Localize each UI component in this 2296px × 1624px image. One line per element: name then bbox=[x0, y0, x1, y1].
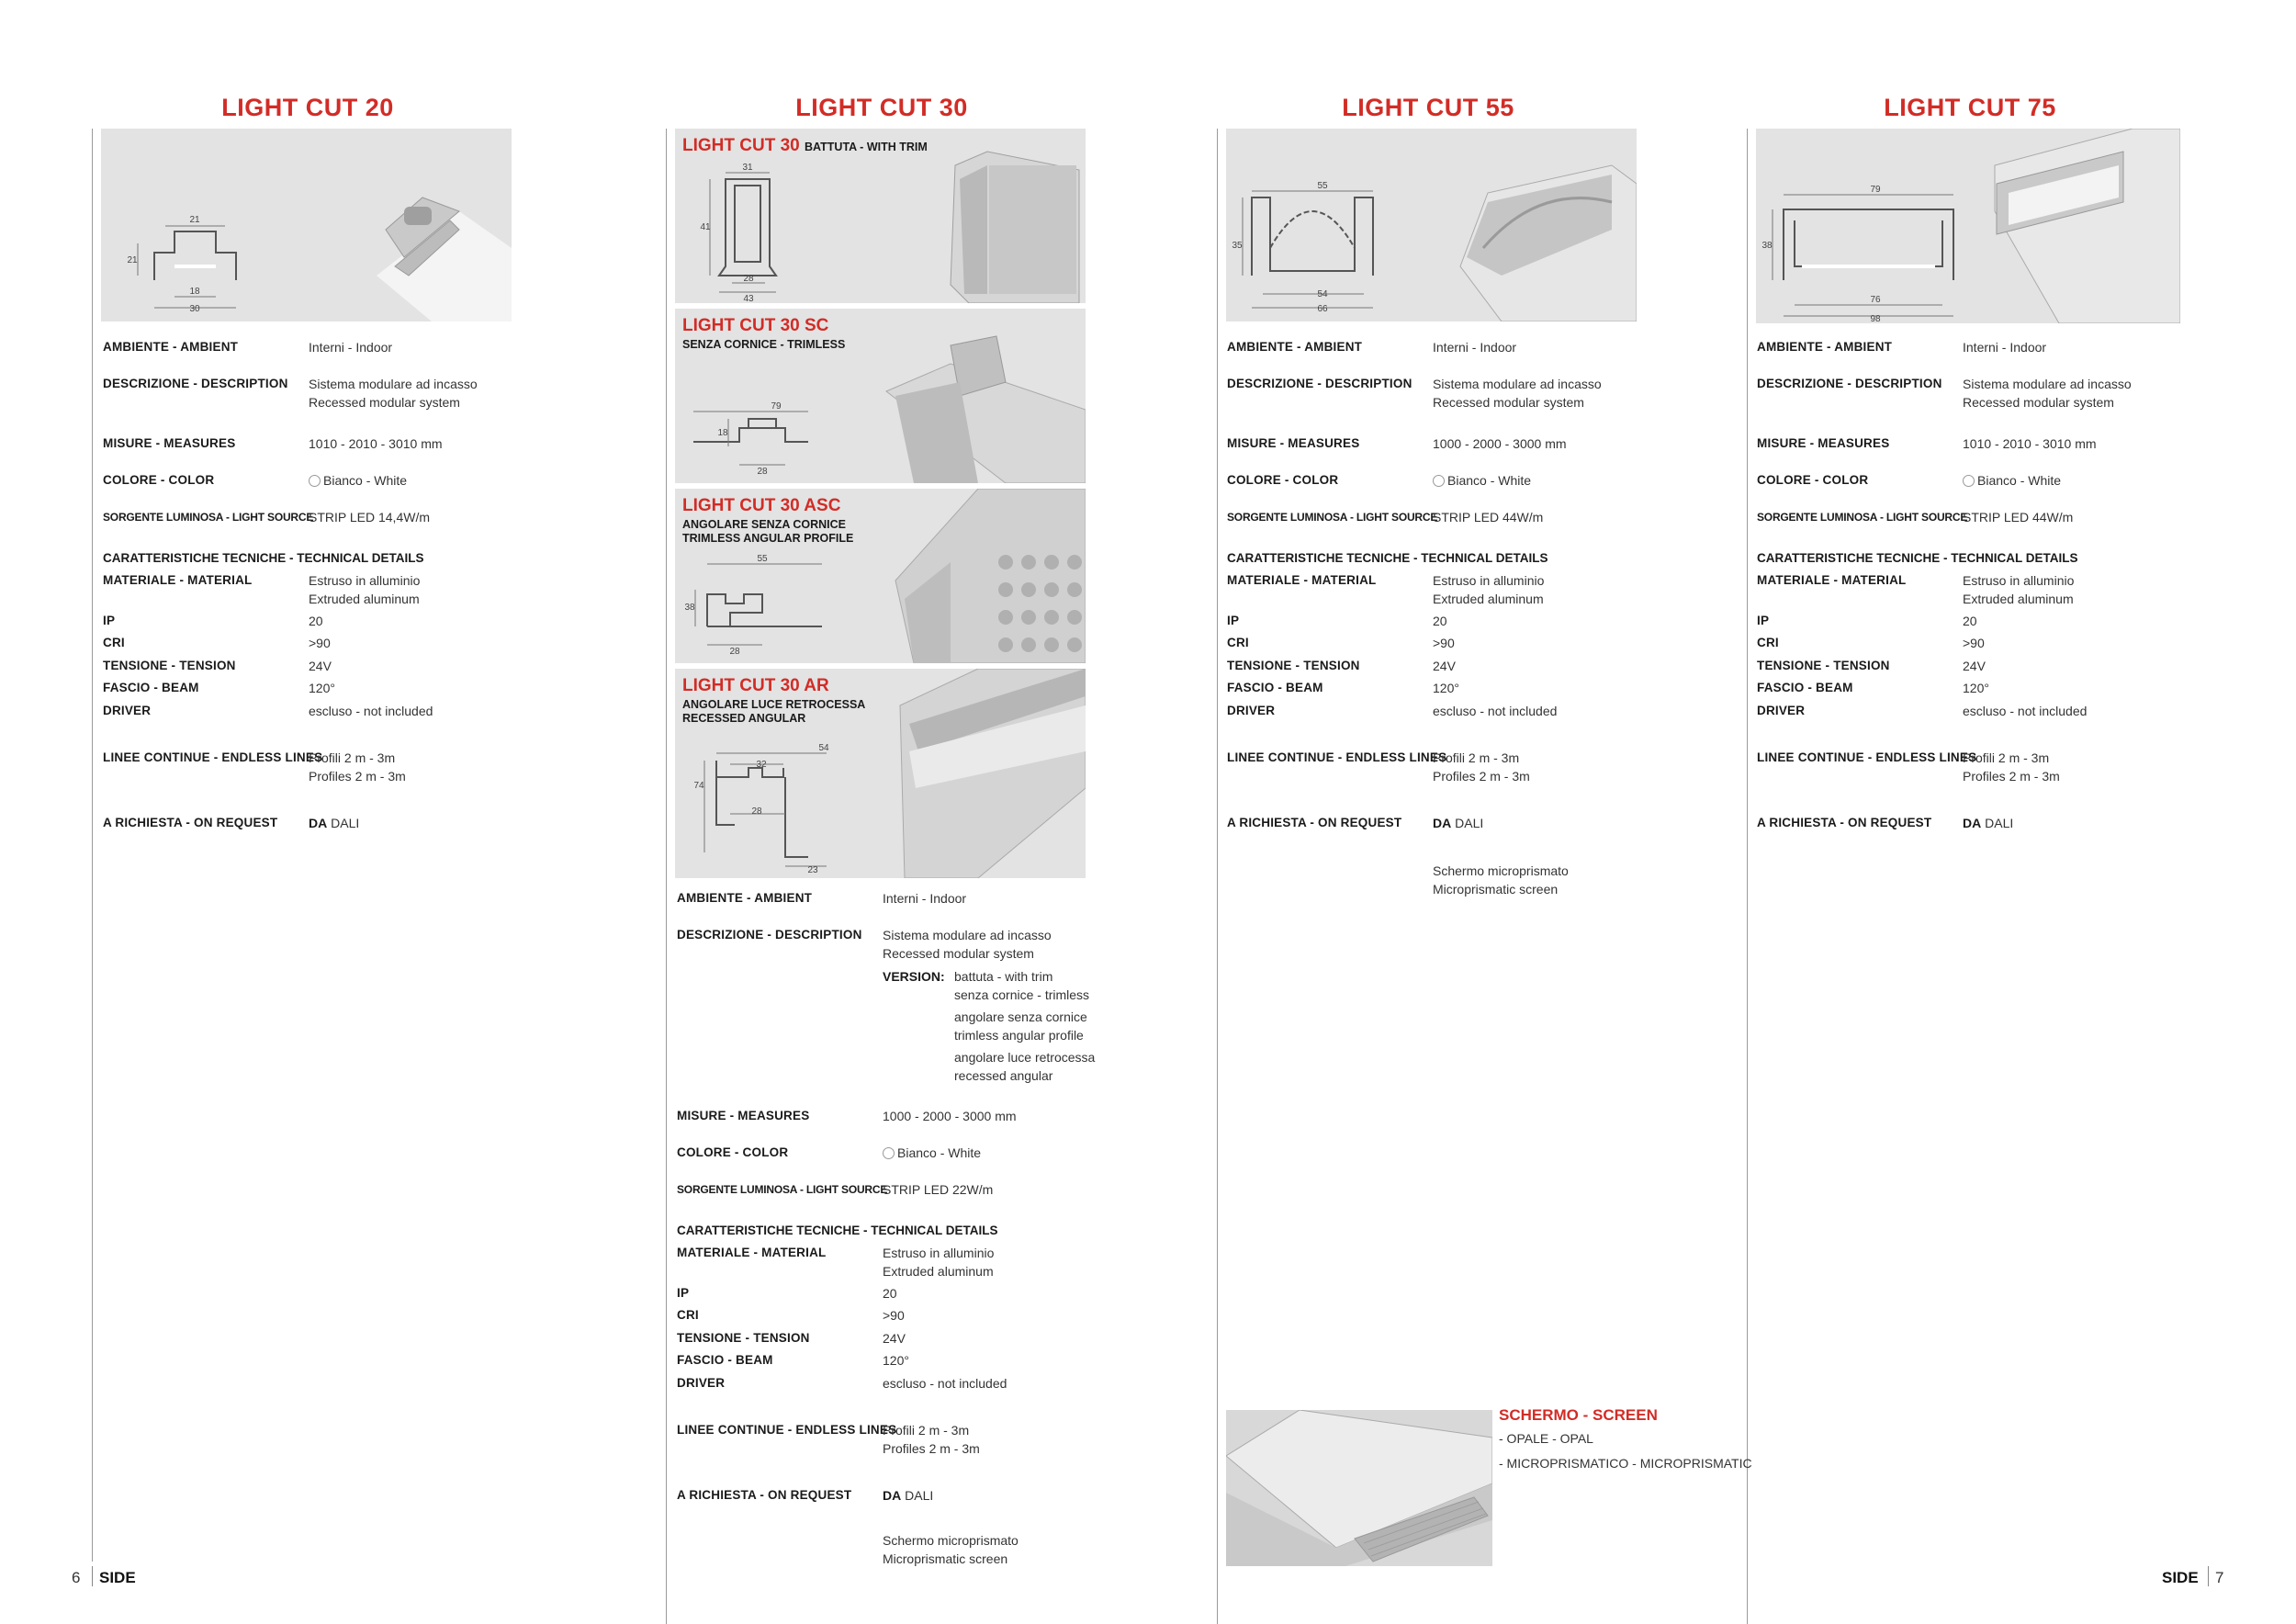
dim-top: 21 bbox=[189, 215, 200, 225]
spec-tensione-label: TENSIONE - TENSION bbox=[1227, 659, 1360, 672]
dim-outer: 30 bbox=[189, 304, 200, 314]
spec-richiesta-label: A RICHIESTA - ON REQUEST bbox=[1757, 816, 1932, 829]
image-title: LIGHT CUT 30 ASC bbox=[682, 496, 841, 515]
spec-cri-label: CRI bbox=[1757, 636, 1779, 649]
spec-sorgente-label: SORGENTE LUMINOSA - LIGHT SOURCE bbox=[103, 511, 314, 524]
spec-linee-value: Profili 2 m - 3m bbox=[883, 1423, 970, 1438]
color-swatch-white bbox=[1433, 475, 1445, 487]
spec-misure-value: 1010 - 2010 - 3010 mm bbox=[309, 436, 443, 451]
dim-inner: 18 bbox=[189, 287, 200, 297]
spec-materiale-value: Estruso in alluminio bbox=[1963, 573, 2075, 588]
spec-misure-value: 1000 - 2000 - 3000 mm bbox=[1433, 436, 1567, 451]
spec-schermo-value: Schermo microprismato bbox=[1433, 863, 1569, 878]
dim-value: 55 bbox=[757, 554, 768, 564]
spec-colore-label: COLORE - COLOR bbox=[1227, 473, 1339, 487]
spec-fascio-label: FASCIO - BEAM bbox=[677, 1353, 773, 1367]
dim-outer: 66 bbox=[1317, 304, 1328, 314]
spec-tensione-value: 24V bbox=[1963, 659, 1986, 673]
profile-drawing bbox=[1226, 129, 1637, 321]
spec-tensione-value: 24V bbox=[309, 659, 332, 673]
dim-value: 38 bbox=[684, 603, 695, 613]
spec-caratteristiche-heading: CARATTERISTICHE TECNICHE - TECHNICAL DETAILS bbox=[1757, 551, 2078, 565]
spec-richiesta-value: DA DALI bbox=[883, 1488, 934, 1503]
spec-descrizione-value: Sistema modulare ad incasso bbox=[883, 928, 1052, 942]
spec-materiale-value: Extruded aluminum bbox=[883, 1264, 994, 1279]
spec-driver-value: escluso - not included bbox=[1963, 704, 2088, 718]
spec-linee-label: LINEE CONTINUE - ENDLESS LINES bbox=[103, 750, 323, 764]
spec-linee-value: Profiles 2 m - 3m bbox=[883, 1441, 980, 1456]
spec-descrizione-value: Recessed modular system bbox=[1433, 395, 1584, 410]
spec-materiale-label: MATERIALE - MATERIAL bbox=[677, 1246, 827, 1259]
spec-misure-label: MISURE - MEASURES bbox=[103, 436, 236, 450]
dim-value: 28 bbox=[729, 647, 740, 657]
spec-richiesta-value: DA DALI bbox=[1433, 816, 1484, 830]
footer-divider bbox=[2208, 1566, 2209, 1586]
spec-linee-label: LINEE CONTINUE - ENDLESS LINES bbox=[1757, 750, 1977, 764]
spec-schermo-value: Schermo microprismato bbox=[883, 1533, 1019, 1548]
dim-value: 28 bbox=[757, 467, 768, 477]
dim-value: 74 bbox=[693, 781, 704, 791]
spec-fascio-value: 120° bbox=[1433, 681, 1459, 695]
title-light-cut-30: LIGHT CUT 30 bbox=[795, 94, 968, 121]
spec-sorgente-value: STRIP LED 44W/m bbox=[1963, 510, 2074, 524]
image-title: LIGHT CUT 30 BATTUTA - WITH TRIM bbox=[682, 136, 928, 155]
spec-linee-value: Profili 2 m - 3m bbox=[1963, 750, 2050, 765]
spec-ambiente-label: AMBIENTE - AMBIENT bbox=[677, 891, 813, 905]
column-divider bbox=[1747, 129, 1748, 1624]
dim-value: 23 bbox=[807, 865, 818, 875]
spec-materiale-value: Extruded aluminum bbox=[1433, 592, 1544, 606]
spec-tensione-value: 24V bbox=[883, 1331, 906, 1346]
color-swatch-white bbox=[883, 1147, 895, 1159]
specs-light-cut-75 bbox=[1757, 338, 2161, 852]
product-image-light-cut-30 bbox=[675, 129, 1086, 303]
dim-side: 21 bbox=[127, 255, 138, 265]
image-title: LIGHT CUT 30 AR bbox=[682, 676, 829, 695]
spec-caratteristiche-heading: CARATTERISTICHE TECNICHE - TECHNICAL DETAILS bbox=[103, 551, 424, 565]
spec-materiale-label: MATERIALE - MATERIAL bbox=[1227, 573, 1377, 587]
spec-driver-label: DRIVER bbox=[1227, 704, 1276, 717]
spec-descrizione-label: DESCRIZIONE - DESCRIPTION bbox=[1227, 377, 1412, 390]
image-subtitle: ANGOLARE SENZA CORNICE TRIMLESS ANGULAR PROFILE bbox=[682, 518, 854, 545]
spec-ip-value: 20 bbox=[883, 1286, 897, 1301]
dim-value: 79 bbox=[771, 401, 782, 412]
title-light-cut-75: LIGHT CUT 75 bbox=[1884, 94, 2056, 121]
spec-driver-label: DRIVER bbox=[103, 704, 152, 717]
spec-cri-label: CRI bbox=[677, 1308, 699, 1322]
specs-light-cut-55 bbox=[1227, 338, 1631, 908]
spec-cri-value: >90 bbox=[1963, 636, 1985, 650]
spec-ambiente-value: Interni - Indoor bbox=[309, 340, 393, 355]
spec-sorgente-value: STRIP LED 14,4W/m bbox=[309, 510, 431, 524]
spec-richiesta-value: DA DALI bbox=[1963, 816, 2014, 830]
spec-descrizione-label: DESCRIZIONE - DESCRIPTION bbox=[1757, 377, 1942, 390]
page-number-right: 7 bbox=[2215, 1569, 2224, 1586]
spec-colore-label: COLORE - COLOR bbox=[677, 1145, 789, 1159]
spec-richiesta-label: A RICHIESTA - ON REQUEST bbox=[1227, 816, 1402, 829]
image-subtitle: SENZA CORNICE - TRIMLESS bbox=[682, 338, 846, 351]
spec-ip-label: IP bbox=[677, 1286, 690, 1300]
spec-colore-label: COLORE - COLOR bbox=[103, 473, 215, 487]
image-title: LIGHT CUT 30 SC bbox=[682, 316, 829, 335]
profile-drawing bbox=[101, 129, 512, 321]
specs-light-cut-20 bbox=[103, 338, 478, 852]
spec-ip-value: 20 bbox=[309, 614, 323, 628]
spec-linee-value: Profili 2 m - 3m bbox=[1433, 750, 1520, 765]
dim-value: 31 bbox=[742, 163, 753, 173]
spec-schermo-value: Microprismatic screen bbox=[883, 1551, 1008, 1566]
spec-tensione-value: 24V bbox=[1433, 659, 1456, 673]
spec-fascio-value: 120° bbox=[309, 681, 335, 695]
spec-cri-value: >90 bbox=[1433, 636, 1455, 650]
product-image-light-cut-30-asc bbox=[675, 489, 1086, 663]
spec-sorgente-label: SORGENTE LUMINOSA - LIGHT SOURCE bbox=[1757, 511, 1968, 524]
spec-colore-value: Bianco - White bbox=[309, 471, 407, 490]
footer-brand-left: SIDE bbox=[99, 1569, 136, 1586]
dim-outer: 98 bbox=[1870, 314, 1881, 323]
spec-version-item: angolare luce retrocessa bbox=[954, 1050, 1096, 1065]
spec-fascio-label: FASCIO - BEAM bbox=[1227, 681, 1323, 694]
spec-sorgente-value: STRIP LED 22W/m bbox=[883, 1182, 994, 1197]
screen-image bbox=[1226, 1410, 1492, 1566]
spec-tensione-label: TENSIONE - TENSION bbox=[1757, 659, 1890, 672]
spec-sorgente-label: SORGENTE LUMINOSA - LIGHT SOURCE bbox=[1227, 511, 1438, 524]
spec-cri-label: CRI bbox=[1227, 636, 1249, 649]
title-light-cut-55: LIGHT CUT 55 bbox=[1342, 94, 1514, 121]
spec-descrizione-value: Recessed modular system bbox=[309, 395, 460, 410]
spec-version-label: VERSION: bbox=[883, 969, 945, 984]
spec-descrizione-value: Sistema modulare ad incasso bbox=[1963, 377, 2132, 391]
spec-ip-value: 20 bbox=[1433, 614, 1447, 628]
title-light-cut-20: LIGHT CUT 20 bbox=[221, 94, 394, 121]
spec-materiale-label: MATERIALE - MATERIAL bbox=[103, 573, 253, 587]
spec-driver-label: DRIVER bbox=[677, 1376, 726, 1390]
spec-version-item: battuta - with trim bbox=[954, 969, 1053, 984]
color-swatch-white bbox=[1963, 475, 1975, 487]
spec-sorgente-label: SORGENTE LUMINOSA - LIGHT SOURCE bbox=[677, 1183, 888, 1196]
dim-value: 18 bbox=[717, 428, 728, 438]
spec-caratteristiche-heading: CARATTERISTICHE TECNICHE - TECHNICAL DETAILS bbox=[1227, 551, 1548, 565]
spec-version-item: recessed angular bbox=[954, 1068, 1053, 1083]
column-divider bbox=[666, 129, 667, 1624]
spec-cri-value: >90 bbox=[309, 636, 331, 650]
column-divider bbox=[92, 129, 93, 1562]
spec-cri-label: CRI bbox=[103, 636, 125, 649]
spec-version-item: angolare senza cornice bbox=[954, 1009, 1087, 1024]
spec-fascio-value: 120° bbox=[1963, 681, 1989, 695]
spec-fascio-label: FASCIO - BEAM bbox=[1757, 681, 1853, 694]
dim-top: 79 bbox=[1870, 185, 1881, 195]
screen-option: - OPALE - OPAL bbox=[1499, 1431, 1593, 1446]
spec-descrizione-value: Recessed modular system bbox=[1963, 395, 2114, 410]
spec-materiale-value: Estruso in alluminio bbox=[883, 1246, 995, 1260]
spec-misure-label: MISURE - MEASURES bbox=[1227, 436, 1360, 450]
spec-richiesta-label: A RICHIESTA - ON REQUEST bbox=[103, 816, 278, 829]
spec-linee-label: LINEE CONTINUE - ENDLESS LINES bbox=[677, 1423, 897, 1437]
product-image-light-cut-55 bbox=[1226, 129, 1637, 321]
color-swatch-white bbox=[309, 475, 321, 487]
profile-drawing bbox=[1756, 129, 2180, 323]
product-image-light-cut-30-sc bbox=[675, 309, 1086, 483]
spec-caratteristiche-heading: CARATTERISTICHE TECNICHE - TECHNICAL DETAILS bbox=[677, 1224, 998, 1237]
spec-colore-label: COLORE - COLOR bbox=[1757, 473, 1869, 487]
dim-value: 32 bbox=[756, 760, 767, 770]
spec-cri-value: >90 bbox=[883, 1308, 905, 1323]
spec-schermo-value: Microprismatic screen bbox=[1433, 882, 1559, 897]
spec-descrizione-value: Sistema modulare ad incasso bbox=[1433, 377, 1602, 391]
screen-title: SCHERMO - SCREEN bbox=[1499, 1406, 1658, 1424]
spec-fascio-label: FASCIO - BEAM bbox=[103, 681, 199, 694]
product-image-light-cut-20 bbox=[101, 129, 512, 321]
footer-divider bbox=[92, 1566, 93, 1586]
image-subtitle: ANGOLARE LUCE RETROCESSA RECESSED ANGULAR bbox=[682, 698, 866, 725]
spec-descrizione-label: DESCRIZIONE - DESCRIPTION bbox=[103, 377, 288, 390]
spec-ambiente-label: AMBIENTE - AMBIENT bbox=[1757, 340, 1893, 354]
spec-ambiente-value: Interni - Indoor bbox=[1433, 340, 1517, 355]
spec-ip-label: IP bbox=[103, 614, 116, 627]
spec-descrizione-value: Sistema modulare ad incasso bbox=[309, 377, 478, 391]
screen-option: - MICROPRISMATICO - MICROPRISMATIC bbox=[1499, 1456, 1752, 1471]
spec-driver-value: escluso - not included bbox=[309, 704, 433, 718]
dim-value: 28 bbox=[751, 806, 762, 817]
spec-ip-label: IP bbox=[1227, 614, 1240, 627]
spec-version-item: senza cornice - trimless bbox=[954, 987, 1090, 1002]
spec-misure-label: MISURE - MEASURES bbox=[1757, 436, 1890, 450]
spec-materiale-value: Estruso in alluminio bbox=[309, 573, 421, 588]
dim-value: 28 bbox=[743, 274, 754, 284]
spec-materiale-value: Extruded aluminum bbox=[309, 592, 420, 606]
spec-descrizione-value: Recessed modular system bbox=[883, 946, 1034, 961]
spec-ip-value: 20 bbox=[1963, 614, 1977, 628]
spec-driver-value: escluso - not included bbox=[883, 1376, 1007, 1391]
spec-linee-label: LINEE CONTINUE - ENDLESS LINES bbox=[1227, 750, 1447, 764]
spec-colore-value: Bianco - White bbox=[1433, 471, 1531, 490]
specs-light-cut-30 bbox=[677, 889, 1096, 1569]
spec-descrizione-label: DESCRIZIONE - DESCRIPTION bbox=[677, 928, 862, 942]
spec-colore-value: Bianco - White bbox=[1963, 471, 2061, 490]
dim-value: 54 bbox=[818, 743, 829, 753]
spec-materiale-value: Estruso in alluminio bbox=[1433, 573, 1545, 588]
spec-linee-value: Profili 2 m - 3m bbox=[309, 750, 396, 765]
spec-ambiente-value: Interni - Indoor bbox=[1963, 340, 2047, 355]
dim-top: 55 bbox=[1317, 181, 1328, 191]
dim-value: 43 bbox=[743, 294, 754, 303]
dim-side: 35 bbox=[1232, 241, 1243, 251]
spec-richiesta-value: DA DALI bbox=[309, 816, 360, 830]
spec-fascio-value: 120° bbox=[883, 1353, 909, 1368]
page-number-left: 6 bbox=[72, 1569, 81, 1586]
dim-side: 38 bbox=[1761, 241, 1773, 251]
column-divider bbox=[1217, 129, 1218, 1624]
spec-driver-value: escluso - not included bbox=[1433, 704, 1558, 718]
spec-materiale-value: Extruded aluminum bbox=[1963, 592, 2074, 606]
footer-brand-right: SIDE bbox=[2162, 1569, 2199, 1586]
spec-tensione-label: TENSIONE - TENSION bbox=[103, 659, 236, 672]
spec-misure-value: 1010 - 2010 - 3010 mm bbox=[1963, 436, 2097, 451]
dim-value: 41 bbox=[700, 222, 711, 232]
spec-ambiente-value: Interni - Indoor bbox=[883, 891, 967, 906]
spec-sorgente-value: STRIP LED 44W/m bbox=[1433, 510, 1544, 524]
spec-ambiente-label: AMBIENTE - AMBIENT bbox=[1227, 340, 1363, 354]
spec-version-item: trimless angular profile bbox=[954, 1028, 1084, 1043]
spec-tensione-label: TENSIONE - TENSION bbox=[677, 1331, 810, 1345]
spec-ip-label: IP bbox=[1757, 614, 1770, 627]
product-image-light-cut-30-ar bbox=[675, 669, 1086, 878]
dim-inner: 54 bbox=[1317, 289, 1328, 299]
product-image-light-cut-75 bbox=[1756, 129, 2180, 323]
dim-inner: 76 bbox=[1870, 295, 1881, 305]
spec-driver-label: DRIVER bbox=[1757, 704, 1806, 717]
spec-ambiente-label: AMBIENTE - AMBIENT bbox=[103, 340, 239, 354]
spec-misure-label: MISURE - MEASURES bbox=[677, 1109, 810, 1122]
spec-materiale-label: MATERIALE - MATERIAL bbox=[1757, 573, 1907, 587]
spec-linee-value: Profiles 2 m - 3m bbox=[1433, 769, 1530, 784]
spec-colore-value: Bianco - White bbox=[883, 1144, 981, 1162]
spec-richiesta-label: A RICHIESTA - ON REQUEST bbox=[677, 1488, 852, 1502]
spec-linee-value: Profiles 2 m - 3m bbox=[309, 769, 406, 784]
spec-misure-value: 1000 - 2000 - 3000 mm bbox=[883, 1109, 1017, 1123]
screen-drawing bbox=[1226, 1410, 1492, 1566]
spec-linee-value: Profiles 2 m - 3m bbox=[1963, 769, 2060, 784]
